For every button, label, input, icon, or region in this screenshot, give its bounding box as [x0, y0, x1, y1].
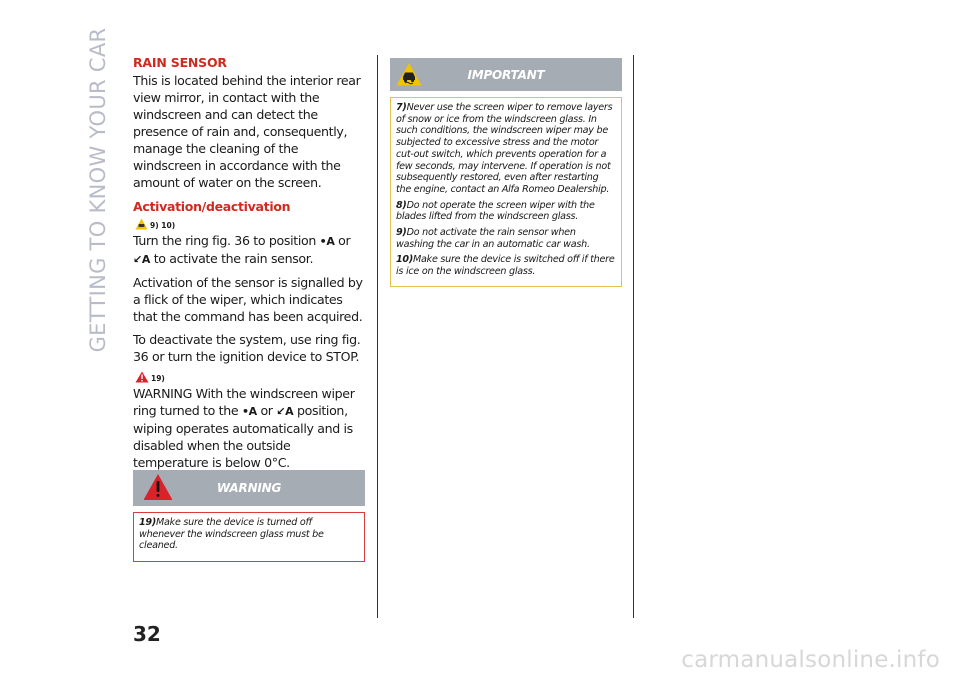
activation-text-b: to activate the rain sensor. — [153, 251, 314, 266]
wiper-auto-fast-icon: ↙A — [276, 405, 294, 418]
important-note-number: 9) — [396, 227, 407, 239]
column-left — [133, 55, 365, 477]
warning-box-header — [133, 470, 365, 506]
wiper-auto-icon: •A — [319, 235, 335, 248]
warning-box-label: WARNING — [216, 481, 282, 495]
side-chapter-title-text: GETTING TO KNOW YOUR CAR — [86, 27, 110, 353]
important-note-text: Do not operate the screen wiper with the blades lifted from the windscreen glass. — [396, 199, 595, 223]
important-box — [390, 58, 622, 287]
important-note — [396, 102, 616, 196]
important-note-text: Do not activate the rain sensor when washing the car in an automatic car wash. — [396, 227, 590, 250]
important-box-header — [390, 58, 622, 91]
important-note-number: 8) — [396, 199, 407, 211]
car-warning-icon — [135, 218, 148, 230]
important-note — [396, 254, 616, 277]
important-note — [396, 227, 616, 250]
intro-paragraph: This is located behind the interior rear view mirror, in contact with the windscreen and can detect the presence of rain and, consequently, manage the cleaning of the windscreen in accordance with the amount of water on the screen. — [133, 73, 361, 190]
activation-paragraph — [133, 232, 365, 268]
important-note-number: 7) — [396, 102, 407, 113]
section-title: RAIN SENSOR — [133, 55, 227, 70]
activation-text-a: Turn the ring fig. 36 to position — [133, 233, 316, 248]
watermark: carmanualsonline.info — [681, 647, 940, 673]
note-references-1 — [135, 218, 365, 230]
warning-note-number: 19) — [139, 517, 156, 528]
note-references-2 — [135, 371, 365, 383]
important-note-text: Never use the screen wiper to remove layers of snow or ice from the windscreen glass. In such conditions, the windscreen wiper may be subjected to excessive stress and the motor cut-out switch, which prevents operation for a few seconds, may intervene. If operation is not subsequently restored, even after restarting the engine, contact an Alfa Romeo Dealership. — [396, 102, 613, 195]
column-right — [390, 58, 622, 287]
activation-text-or: or — [338, 233, 351, 248]
warning-note — [139, 517, 359, 552]
side-chapter-title — [78, 27, 118, 353]
important-box-label: IMPORTANT — [467, 68, 545, 82]
warning-text-or: or — [260, 403, 273, 418]
important-note — [396, 200, 616, 223]
wiper-auto-icon: •A — [241, 405, 257, 418]
warning-box — [133, 470, 365, 562]
important-note-text: Make sure the device is switched off if there is ice on the windscreen glass. — [396, 254, 615, 278]
warning-paragraph — [133, 385, 365, 471]
wiper-auto-fast-icon: ↙A — [133, 253, 151, 266]
warning-note-text: Make sure the device is turned off whenever the windscreen glass must be cleaned. — [139, 517, 324, 552]
subsection-title: Activation/deactivation — [133, 199, 291, 214]
warning-text-b: position, wiping operates automatically and is disabled when the outside temperature is below 0°C. — [133, 403, 353, 470]
page-number: 32 — [133, 622, 161, 646]
deactivate-paragraph: To deactivate the system, use ring fig. 36 or turn the ignition device to STOP. — [133, 332, 361, 364]
column-divider-right — [633, 55, 634, 618]
note-references-2-text: 19) — [151, 374, 165, 383]
note-references-1-text: 9) 10) — [150, 221, 176, 230]
warning-triangle-small-icon — [135, 371, 149, 383]
signal-paragraph: Activation of the sensor is signalled by a flick of the wiper, which indicates that the command has been acquired. — [133, 275, 363, 324]
column-divider-left — [377, 55, 378, 618]
warning-box-body — [133, 512, 365, 562]
important-note-number: 10) — [396, 254, 413, 266]
important-box-body — [390, 97, 622, 287]
warning-text-a: WARNING With the windscreen wiper ring turned to the — [133, 386, 355, 418]
